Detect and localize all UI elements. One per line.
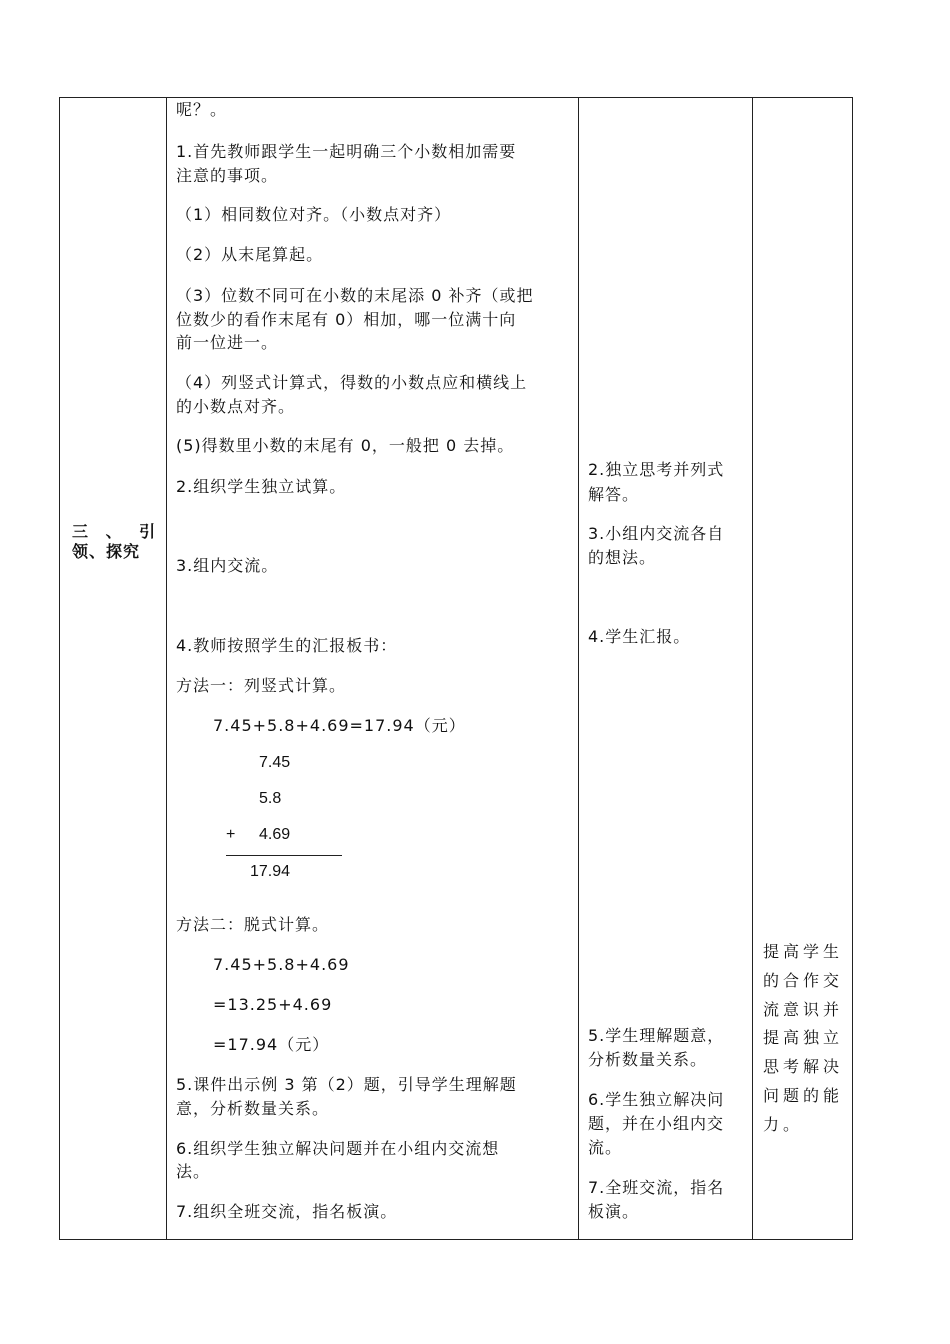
intent-text: 提高独立 <box>763 1028 844 1047</box>
addend: 4.69 <box>259 826 291 843</box>
intent-text: 力。 <box>763 1115 804 1134</box>
intent-text: 流意识并 <box>763 1000 844 1019</box>
intent-text: 问题的能 <box>763 1086 844 1105</box>
student-text: 3.小组内交流各自 <box>588 524 725 543</box>
teacher-text: 2.组织学生独立试算。 <box>176 477 347 496</box>
equation-line: 7.45+5.8+4.69=17.94（元） <box>213 716 466 735</box>
intent-text: 的合作交 <box>763 971 844 990</box>
teacher-text: 意，分析数量关系。 <box>176 1099 330 1118</box>
student-text: 2.独立思考并列式 <box>588 460 725 479</box>
teacher-text: 位数少的看作末尾有 0）相加，哪一位满十向 <box>176 310 517 329</box>
teacher-text: 5.课件出示例 3 第（2）题，引导学生理解题 <box>176 1075 517 1094</box>
stage-label-line1: 三 、 引 <box>72 522 162 541</box>
teacher-text: 3.组内交流。 <box>176 556 279 575</box>
addend: 7.45 <box>259 754 291 771</box>
lesson-table <box>59 97 853 1240</box>
student-text: 6.学生独立解决问 <box>588 1090 725 1109</box>
teacher-text: 的小数点对齐。 <box>176 397 296 416</box>
teacher-text: 7.组织全班交流，指名板演。 <box>176 1202 398 1221</box>
teacher-text: （3）位数不同可在小数的末尾添 0 补齐（或把 <box>176 286 534 305</box>
teacher-text: 1.首先教师跟学生一起明确三个小数相加需要 <box>176 142 517 161</box>
teacher-text: 方法一：列竖式计算。 <box>176 676 347 695</box>
student-text: 4.学生汇报。 <box>588 627 691 646</box>
student-text: 题，并在小组内交 <box>588 1114 725 1133</box>
student-text: 解答。 <box>588 485 640 504</box>
student-text: 板演。 <box>588 1202 640 1221</box>
column-divider <box>578 97 579 1240</box>
student-text: 分析数量关系。 <box>588 1050 708 1069</box>
student-text: 的想法。 <box>588 548 657 567</box>
intent-text: 提高学生 <box>763 942 844 961</box>
teacher-text: （1）相同数位对齐。（小数点对齐） <box>176 205 452 224</box>
equation-line: =17.94（元） <box>213 1035 330 1054</box>
teacher-text: 6.组织学生独立解决问题并在小组内交流想 <box>176 1139 500 1158</box>
teacher-text: (5)得数里小数的末尾有 0，一般把 0 去掉。 <box>176 436 515 455</box>
addend: 5.8 <box>259 790 282 807</box>
teacher-text: 呢？。 <box>176 100 228 119</box>
teacher-text: 前一位进一。 <box>176 333 279 352</box>
student-text: 5.学生理解题意， <box>588 1026 725 1045</box>
column-divider <box>166 97 167 1240</box>
sum: 17.94 <box>250 863 291 880</box>
plus-sign: + <box>226 826 236 843</box>
student-text: 流。 <box>588 1138 623 1157</box>
equation-line: 7.45+5.8+4.69 <box>213 955 350 974</box>
teacher-text: 法。 <box>176 1162 211 1181</box>
equation-line: =13.25+4.69 <box>213 995 333 1014</box>
sum-line <box>226 855 342 856</box>
teacher-text: 注意的事项。 <box>176 166 279 185</box>
teacher-text: （4）列竖式计算式，得数的小数点应和横线上 <box>176 373 528 392</box>
intent-text: 思考解决 <box>763 1057 844 1076</box>
teacher-text: （2）从末尾算起。 <box>176 245 324 264</box>
student-text: 7.全班交流，指名 <box>588 1178 725 1197</box>
teacher-text: 4.教师按照学生的汇报板书： <box>176 636 398 655</box>
teacher-text: 方法二：脱式计算。 <box>176 915 330 934</box>
stage-label-line2: 领、探究 <box>72 542 141 561</box>
column-divider <box>752 97 753 1240</box>
